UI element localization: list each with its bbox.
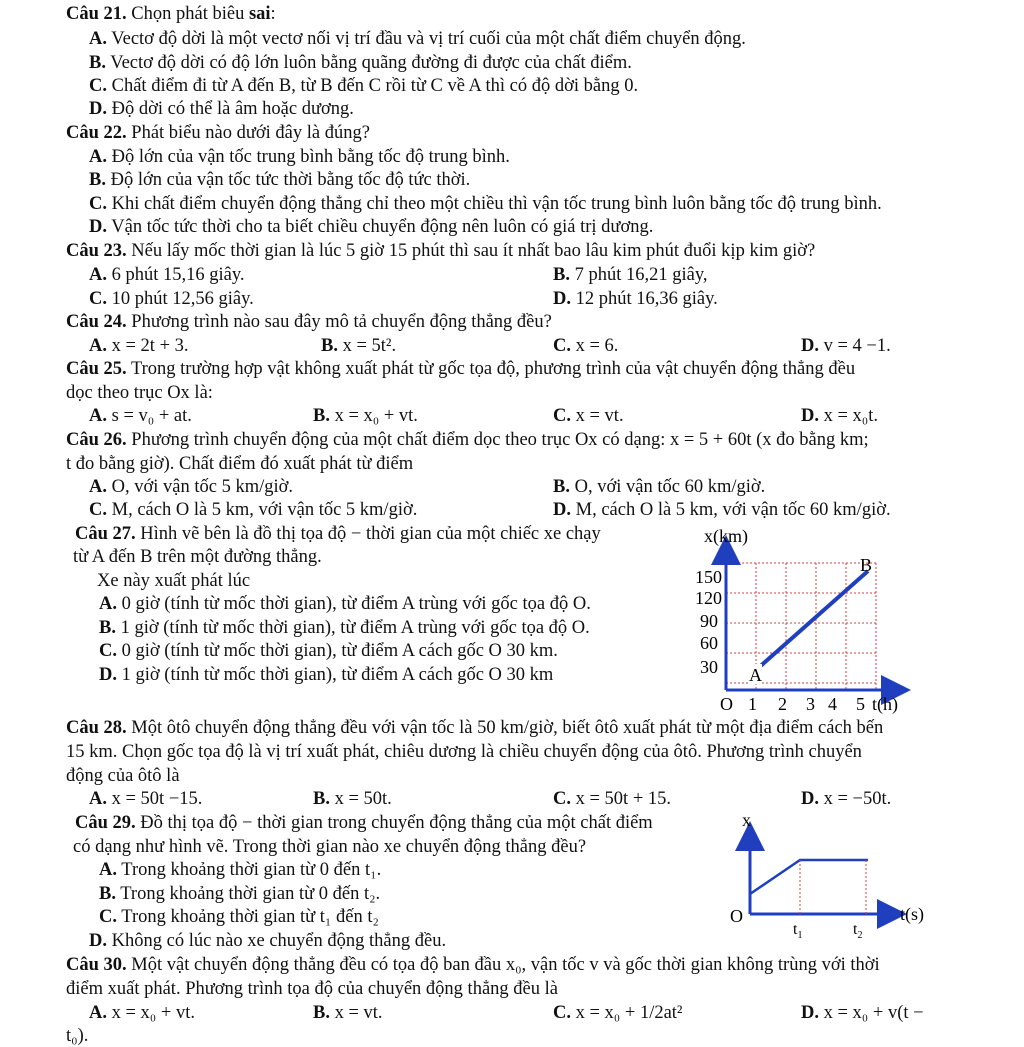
q30-option-a: A. x = x₀ + vt.	[89, 1003, 195, 1023]
motion-line-27	[756, 571, 868, 670]
x-axis-label: t(h)	[872, 694, 898, 714]
q29-option-c: C. Trong khoảng thời gian từ t₁ đến t₂	[99, 907, 379, 927]
q23-option-a: A. 6 phút 15,16 giây.	[89, 265, 245, 285]
question-28-stem: Câu 28. Một ôtô chuyển động thẳng đều với vận tốc là 50 km/giờ, biết ôtô xuất phát từ một địa điểm cách bến	[66, 718, 884, 738]
q25-option-d: D. x = x₀t.	[801, 406, 879, 426]
x-tick-5: 5	[856, 694, 865, 714]
q28-option-b: B. x = 50t.	[313, 789, 392, 809]
question-25-stem-cont: dọc theo trục Ox là:	[66, 383, 213, 403]
q27-option-b: B. 1 giờ (tính từ mốc thời gian), từ điểm A trùng với gốc tọa độ O.	[99, 618, 590, 638]
question-30-stem: Câu 30. Một vật chuyển động thẳng đều có tọa độ ban đầu x₀, vận tốc v và gốc thời gian không trùng với thời	[66, 955, 880, 975]
q29-option-d: D. Không có lúc nào xe chuyển động thẳng đều.	[89, 931, 447, 951]
question-23-stem: Câu 23. Nếu lấy mốc thời gian là lúc 5 giờ 15 phút thì sau ít nhất bao lâu kim phút đuổi kịp kim giờ?	[66, 241, 816, 261]
x-tick-2: 2	[778, 694, 787, 714]
question-27-stem-lead: Xe này xuất phát lúc	[97, 571, 251, 591]
q24-option-c: C. x = 6.	[553, 336, 619, 356]
q28-option-c: C. x = 50t + 15.	[553, 789, 672, 809]
q26-option-b: B. O, với vận tốc 60 km/giờ.	[553, 477, 766, 497]
question-25-stem: Câu 25. Trong trường hợp vật không xuất phát từ gốc tọa độ, phương trình của vật chuyển động thẳng đều	[66, 359, 856, 379]
q30-option-b: B. x = vt.	[313, 1003, 383, 1023]
x-tick-1: 1	[748, 694, 757, 714]
motion-line-29	[750, 860, 868, 894]
q25-option-b: B. x = x₀ + vt.	[313, 406, 418, 426]
question-29-stem-cont: có dạng như hình vẽ. Trong thời gian nào xe chuyển động thẳng đều?	[73, 837, 587, 857]
y-tick-60: 60	[700, 633, 718, 653]
position-time-graph-27	[660, 518, 930, 718]
origin-label-29: O	[730, 906, 743, 926]
q26-option-a: A. O, với vận tốc 5 km/giờ.	[89, 477, 294, 497]
x-tick-4: 4	[828, 694, 837, 714]
x-axis-label-29: t(s)	[900, 904, 924, 924]
point-a-label: A	[749, 665, 762, 685]
question-21-stem: Câu 21. Chọn phát biêu sai:	[66, 4, 276, 24]
y-tick-90: 90	[700, 611, 718, 631]
question-24-stem: Câu 24. Phương trình nào sau đây mô tả chuyển động thẳng đều?	[66, 312, 552, 332]
y-tick-150: 150	[695, 567, 722, 587]
t2-label: $t_2$	[853, 921, 863, 941]
x-tick-3: 3	[806, 694, 815, 714]
y-axis-label: x(km)	[704, 526, 748, 546]
q24-option-d: D. v = 4 −1.	[801, 336, 891, 356]
question-28-stem-cont: 15 km. Chọn gốc tọa độ là vị trí xuất phát, chiêu dương là chiều chuyển động của ôtô. Phương trình chuyển	[66, 742, 862, 762]
q27-option-c: C. 0 giờ (tính từ mốc thời gian), từ điểm A cách gốc O 30 km.	[99, 641, 558, 661]
q25-option-c: C. x = vt.	[553, 406, 624, 426]
q23-option-c: C. 10 phút 12,56 giây.	[89, 289, 254, 309]
question-26-stem-cont: t đo bằng giờ). Chất điểm đó xuất phát từ điểm	[66, 454, 414, 474]
q30-option-c: C. x = x₀ + 1/2at²	[553, 1003, 683, 1023]
position-time-graph-29	[720, 810, 940, 942]
q27-option-d: D. 1 giờ (tính từ mốc thời gian), từ điểm A cách gốc O 30 km	[99, 665, 554, 685]
q30-option-d: D. x = x₀ + v(t −	[801, 1003, 924, 1023]
question-27-stem-cont: từ A đến B trên một đường thẳng.	[73, 547, 322, 567]
q23-option-b: B. 7 phút 16,21 giây,	[553, 265, 708, 285]
question-30-stem-cont: điểm xuất phát. Phương trình tọa độ của chuyển động thẳng đều là	[66, 979, 558, 999]
q22-option-c: C. Khi chất điểm chuyển động thẳng chỉ theo một chiều thì vận tốc trung bình luôn bằng tốc độ trung bình.	[89, 194, 882, 214]
q24-option-b: B. x = 5t².	[321, 336, 397, 356]
q28-option-a: A. x = 50t −15.	[89, 789, 203, 809]
q21-option-c: C. Chất điểm đi từ A đến B, từ B đến C rồi từ C về A thì có độ dời bằng 0.	[89, 76, 639, 96]
q22-option-d: D. Vận tốc tức thời cho ta biết chiều chuyển động nên luôn có giá trị dương.	[89, 217, 654, 237]
y-axis-label-29: x	[742, 810, 751, 830]
origin-label: O	[720, 694, 733, 714]
q25-option-a: A. s = v₀ + at.	[89, 406, 192, 426]
q21-option-b: B. Vectơ độ dời có độ lớn luôn bằng quãng đường đi được của chất điểm.	[89, 53, 632, 73]
t1-label: $t_1$	[793, 921, 803, 941]
question-29-stem: Câu 29. Đồ thị tọa độ − thời gian trong chuyển động thẳng của một chất điểm	[75, 813, 653, 833]
y-tick-120: 120	[695, 588, 722, 608]
q23-option-d: D. 12 phút 16,36 giây.	[553, 289, 718, 309]
q24-option-a: A. x = 2t + 3.	[89, 336, 189, 356]
question-27-stem: Câu 27. Hình vẽ bên là đồ thị tọa độ − thời gian của một chiếc xe chạy	[75, 524, 601, 544]
q28-option-d: D. x = −50t.	[801, 789, 892, 809]
q22-option-b: B. Độ lớn của vận tốc tức thời bằng tốc độ tức thời.	[89, 170, 471, 190]
q27-option-a: A. 0 giờ (tính từ mốc thời gian), từ điểm A trùng với gốc tọa độ O.	[99, 594, 591, 614]
q22-option-a: A. Độ lớn của vận tốc trung bình bằng tốc độ trung bình.	[89, 147, 510, 167]
q26-option-c: C. M, cách O là 5 km, với vận tốc 5 km/giờ.	[89, 500, 418, 520]
q29-option-a: A. Trong khoảng thời gian từ 0 đến t₁.	[99, 860, 382, 880]
point-b-label: B	[860, 555, 873, 575]
q30-option-d-cont: t₀).	[66, 1026, 89, 1046]
q21-option-a: A. Vectơ độ dời là một vectơ nối vị trí đầu và vị trí cuối của một chất điểm chuyển động.	[89, 29, 746, 49]
q26-option-d: D. M, cách O là 5 km, với vận tốc 60 km/giờ.	[553, 500, 891, 520]
q21-option-d: D. Độ dời có thể là âm hoặc dương.	[89, 99, 354, 119]
question-22-stem: Câu 22. Phát biểu nào dưới đây là đúng?	[66, 123, 370, 143]
question-28-stem-end: động của ôtô là	[66, 766, 180, 786]
question-26-stem: Câu 26. Phương trình chuyển động của một chất điểm dọc theo trục Ox có dạng: x = 5 + 60t (x đo bằng km;	[66, 430, 869, 450]
q29-option-b: B. Trong khoảng thời gian từ 0 đến t₂.	[99, 884, 381, 904]
y-tick-30: 30	[700, 657, 718, 677]
